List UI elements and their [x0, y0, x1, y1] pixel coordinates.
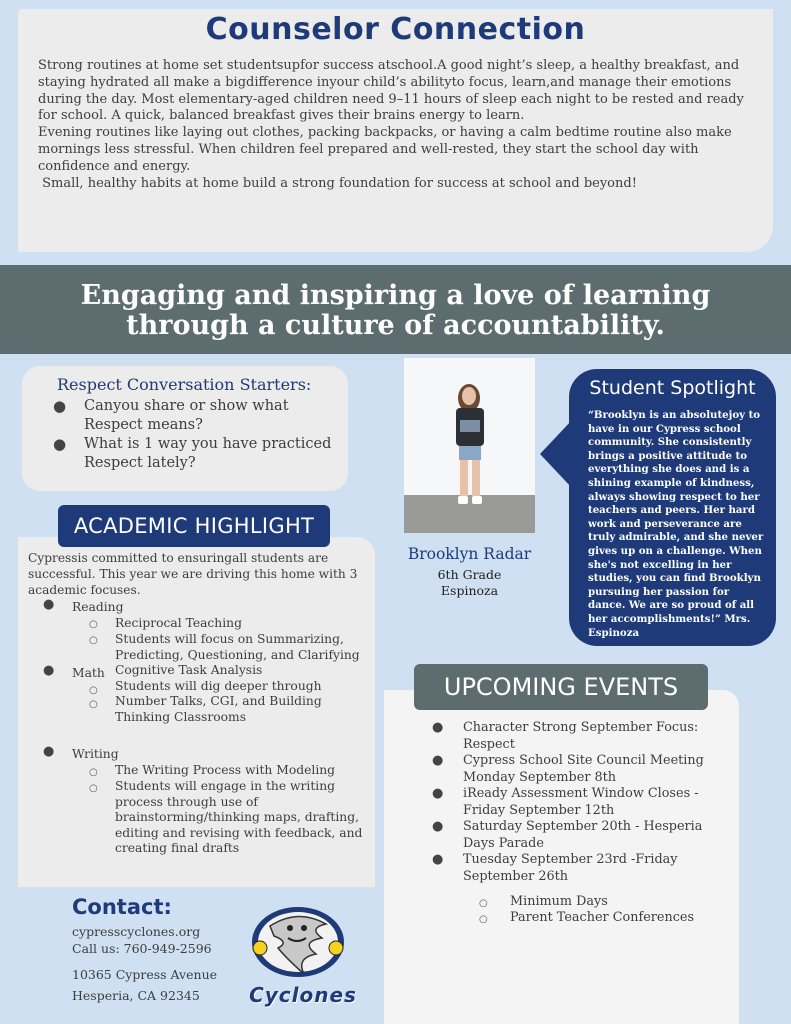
- counselor-title: Counselor Connection: [205, 12, 586, 47]
- mission-line: Engaging and inspiring a love of learning: [80, 280, 711, 311]
- mission-text: [0, 281, 791, 341]
- list-item: [53, 397, 334, 435]
- sub-item: Students will focus on Summarizing, Predicting, Questioning, and Clarifying: [115, 632, 360, 662]
- focus-math: Math: [72, 666, 105, 680]
- sub-item: Reciprocal Teaching: [115, 616, 242, 630]
- mission-line: through a culture of accountability.: [126, 310, 665, 341]
- circle-bullet-icon: ○: [89, 767, 98, 778]
- bullet-icon: ●: [432, 753, 444, 768]
- sub-item: The Writing Process with Modeling: [115, 763, 336, 777]
- circle-bullet-icon: ○: [89, 619, 98, 630]
- sub-item: Number Talks, CGI, and Building Thinking Classrooms: [115, 694, 322, 724]
- circle-bullet-icon: ○: [89, 685, 98, 696]
- logo-wordmark: Cyclones: [249, 983, 357, 1007]
- event-subitem: Minimum Days: [510, 894, 608, 909]
- contact-city: Hesperia, CA 92345: [72, 988, 200, 1003]
- event-item: iReady Assessment Window Closes - Friday September 12th: [463, 786, 699, 818]
- circle-bullet-icon: ○: [89, 783, 98, 794]
- focus-writing: Writing: [72, 747, 119, 761]
- student-figure-icon: [404, 358, 535, 533]
- student-teacher: Espinoza: [440, 583, 499, 598]
- event-item: Character Strong September Focus: Respect: [463, 720, 699, 752]
- list-item: [463, 910, 723, 926]
- academic-title: ACADEMIC HIGHLIGHT: [58, 505, 330, 547]
- bullet-icon: ●: [43, 597, 55, 612]
- counselor-paragraph: Strong routines at home set studentsupfor success atschool.A good night’s sleep, a healthy breakfast, and staying hydrated all make a bigdifference inyour child’s abilityto focus, learn,and manage their emotions during the day. Most elementary-aged children need 9–11 hours of sleep each night to be rested and ready for school. A quick, balanced breakfast gives their brains energy to learn.: [38, 58, 744, 124]
- event-item: Tuesday September 23rd -Friday September 26th: [463, 852, 678, 884]
- counselor-body: [38, 58, 748, 192]
- spotlight-quote: “Brooklyn is an absolutejoy to have in our Cypress school community. She consistently brings a positive attitude to everything she does and is a shining example of kindness, always showing respect to her teachers and peers. Her hard work and perseverance are truly admirable, and she never gives up on a challenge. When she's not excelling in her studies, you can find Brooklyn pursuing her passion for dance. We are so proud of all her accomplishments!” Mrs. Espinoza: [588, 409, 764, 639]
- circle-bullet-icon: ○: [89, 699, 98, 710]
- focus-reading: Reading: [72, 600, 124, 614]
- sub-item: Cognitive Task Analysis: [115, 663, 263, 677]
- list-item: [53, 435, 334, 473]
- sub-item: Students will dig deeper through: [115, 679, 322, 693]
- bullet-icon: ●: [432, 720, 444, 735]
- circle-bullet-icon: ○: [89, 635, 98, 646]
- respect-list: [53, 397, 334, 473]
- events-title: UPCOMING EVENTS: [414, 664, 708, 710]
- contact-title: Contact:: [72, 895, 172, 919]
- list-item: [432, 753, 723, 786]
- student-grade: 6th Grade: [437, 567, 502, 582]
- bullet-icon: ●: [432, 786, 444, 801]
- bullet-icon: ●: [432, 819, 444, 834]
- counselor-paragraph: Evening routines like laying out clothes, packing backpacks, or having a calm bedtime routine also make mornings less stressful. When children feel prepared and well-rested, they start the school day with confidence and energy.: [38, 125, 732, 174]
- bullet-icon: ●: [53, 435, 67, 453]
- event-item: Cypress School Site Council Meeting Monday September 8th: [463, 753, 704, 785]
- contact-street: 10365 Cypress Avenue: [72, 967, 218, 982]
- bullet-icon: ●: [43, 744, 55, 759]
- sub-item: Students will engage in the writing process through use of brainstorming/thinking maps, drafting, editing and revising with feedback, and creating final drafts: [115, 779, 363, 856]
- event-subitem: Parent Teacher Conferences: [510, 910, 695, 925]
- bullet-icon: ●: [43, 663, 55, 678]
- list-item: [432, 786, 723, 819]
- list-item: [463, 894, 723, 910]
- contact-phone[interactable]: Call us: 760-949-2596: [72, 941, 212, 956]
- student-name: Brooklyn Radar: [407, 545, 532, 563]
- list-item: [432, 819, 723, 852]
- circle-bullet-icon: ○: [479, 898, 488, 909]
- speech-pointer: [540, 420, 572, 488]
- contact-website[interactable]: cypresscyclones.org: [72, 924, 201, 939]
- student-info: [404, 567, 535, 599]
- events-list: [432, 720, 723, 926]
- circle-bullet-icon: ○: [479, 914, 488, 925]
- respect-item: What is 1 way you have practiced Respect lately?: [84, 436, 332, 471]
- respect-item: Canyou share or show what Respect means?: [84, 398, 289, 433]
- spotlight-title: Student Spotlight: [589, 377, 756, 399]
- bullet-icon: ●: [53, 397, 67, 415]
- counselor-paragraph: Small, healthy habits at home build a strong foundation for success at school and beyond!: [38, 175, 637, 191]
- list-item: [432, 852, 723, 894]
- academic-intro: Cypressis committed to ensuringall students are successful. This year we are driving this home with 3 academic focuses.: [28, 551, 358, 597]
- student-photo: [404, 358, 535, 533]
- bullet-icon: ●: [432, 852, 444, 867]
- list-item: [432, 720, 723, 753]
- event-item: Saturday September 20th - Hesperia Days Parade: [463, 819, 703, 851]
- respect-title: Respect Conversation Starters:: [57, 375, 312, 394]
